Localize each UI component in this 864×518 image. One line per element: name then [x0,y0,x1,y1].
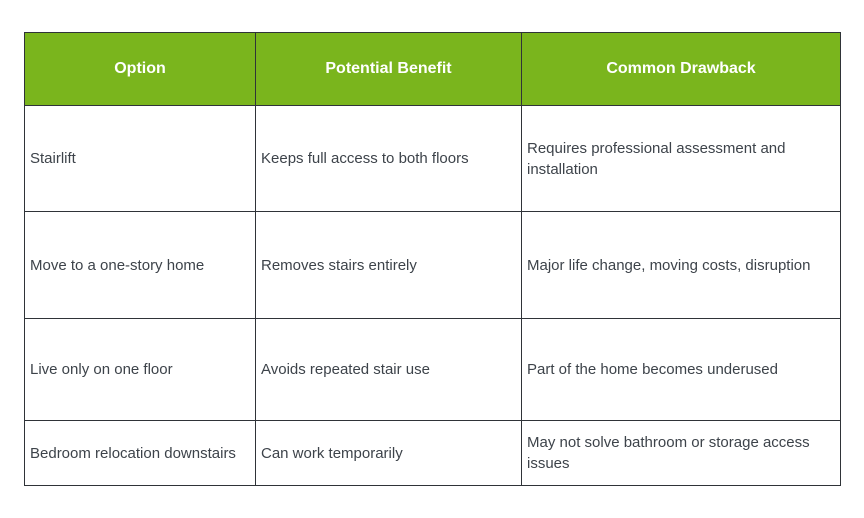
cell-option: Live only on one floor [25,319,256,421]
cell-benefit: Can work temporarily [256,421,522,486]
table-header-row [25,33,841,106]
table-row [25,212,841,319]
table-row [25,319,841,421]
cell-drawback: Part of the home becomes underused [522,319,841,421]
cell-option: Bedroom relocation downstairs [25,421,256,486]
table-row [25,106,841,212]
table-row [25,421,841,486]
cell-benefit: Avoids repeated stair use [256,319,522,421]
header-common-drawback: Common Drawback [522,33,841,106]
cell-drawback: Requires professional assessment and installation [522,106,841,212]
cell-drawback: Major life change, moving costs, disruption [522,212,841,319]
header-potential-benefit: Potential Benefit [256,33,522,106]
comparison-table-container [24,32,840,486]
cell-option: Stairlift [25,106,256,212]
cell-option: Move to a one-story home [25,212,256,319]
cell-benefit: Keeps full access to both floors [256,106,522,212]
header-option: Option [25,33,256,106]
cell-benefit: Removes stairs entirely [256,212,522,319]
options-comparison-table [24,32,841,486]
cell-drawback: May not solve bathroom or storage access issues [522,421,841,486]
